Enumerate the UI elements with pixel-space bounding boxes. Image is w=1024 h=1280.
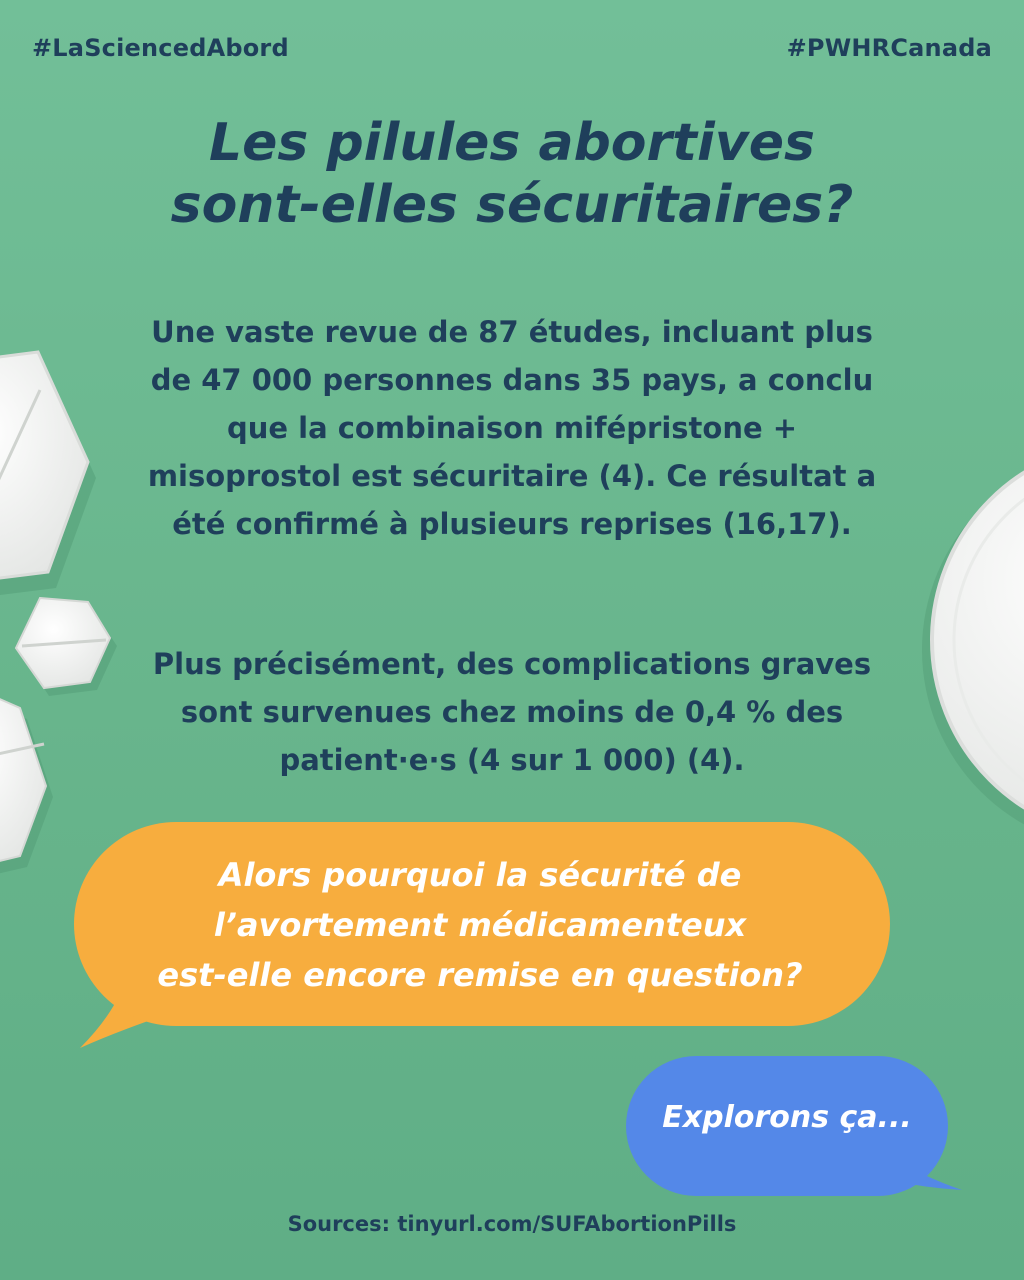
body-paragraph-2: Plus précisément, des complications graves sont survenues chez moins de 0,4 % des patient·e·s (4 sur 1 000) (4).	[152, 647, 872, 777]
question-line-1: Alors pourquoi la sécurité de	[218, 856, 742, 894]
body-paragraph-1: Une vaste revue de 87 études, incluant plus de 47 000 personnes dans 35 pays, a conclu que la combinaison mifépristone + misoprostol est sécuritaire (4). Ce résultat a été confirmé à plusieurs reprises (16,17).	[147, 315, 877, 541]
question-bubble-text	[110, 850, 850, 1000]
question-line-3: est-elle encore remise en question?	[157, 956, 803, 994]
question-line-2: l’avortement médicamenteux	[213, 906, 747, 944]
title-line-1: Les pilules abortives	[209, 113, 815, 173]
hashtag-left: #LaSciencedAbord	[32, 34, 289, 62]
sources-footer: Sources: tinyurl.com/SUFAbortionPills	[287, 1212, 737, 1236]
title-line-2: sont-elles sécuritaires?	[170, 175, 854, 236]
hashtag-right: #PWHRCanada	[786, 34, 992, 62]
reply-bubble-text: Explorons ça...	[662, 1100, 912, 1135]
